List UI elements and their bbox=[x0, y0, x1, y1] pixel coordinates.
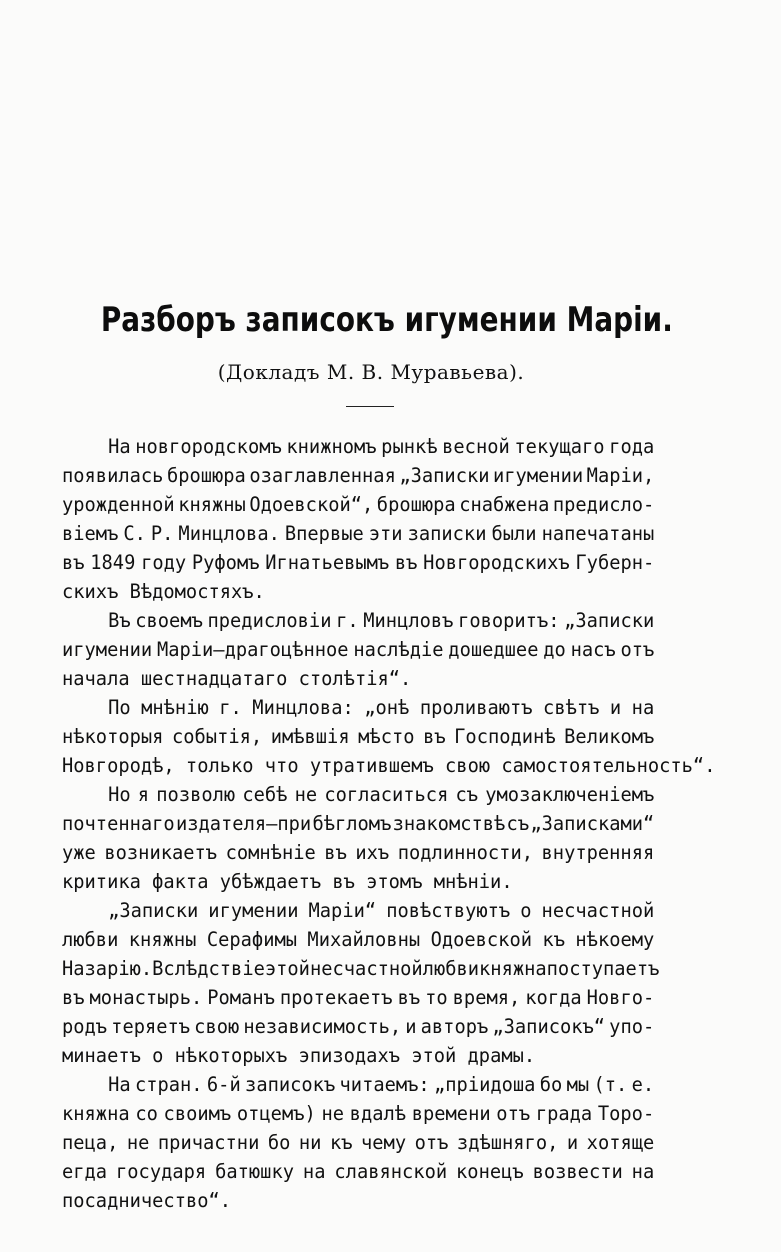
text-line: скихъ Вѣдомостяхъ. bbox=[62, 580, 265, 603]
text-line: критика факта убѣждаетъ въ этомъ мнѣнiи. bbox=[62, 870, 513, 893]
text-line: пеца, не причастни бо ни къ чему отъ здѣшняго, и хотяще bbox=[62, 1131, 655, 1154]
text-line: вiемъ С. Р. Минцлова. Впервые эти записки были напечатаны bbox=[62, 522, 655, 545]
text-line: посадничество“. bbox=[62, 1189, 232, 1212]
text-line: урожденной княжны Одоевской“, брошюра снабжена предисло- bbox=[62, 493, 655, 516]
text-line: Назарiю. Вслѣдствiе этой несчастной любви княжна поступаетъ bbox=[62, 957, 660, 980]
text-line: Но я позволю себѣ не согласиться съ умозаключенiемъ bbox=[108, 783, 655, 806]
text-line: начала шестнадцатаго столѣтiя“. bbox=[62, 667, 412, 690]
text-line: По мнѣнiю г. Минцлова: „онѣ проливаютъ свѣтъ и на bbox=[108, 696, 655, 719]
text-line: появилась брошюра озаглавленная „Записки игумении Марiи, bbox=[62, 464, 655, 487]
text-line: „Записки игумении Марiи“ повѣствуютъ о несчастной bbox=[108, 899, 655, 922]
document-title: Разборъ записокъ игумении Марiи. bbox=[100, 300, 673, 340]
text-line: любви княжны Серафимы Михайловны Одоевской къ нѣкоему bbox=[62, 928, 655, 951]
document-body bbox=[62, 432, 716, 1215]
paragraph bbox=[62, 693, 716, 780]
text-line: родъ теряетъ свою независимость, и авторъ „Записокъ“ упо- bbox=[62, 1015, 655, 1038]
text-line: На новгородскомъ книжномъ рынкѣ весной текущаго года bbox=[108, 435, 655, 458]
text-line: почтеннаго издателя—при бѣгломъ знакомствѣ съ „Записками“ bbox=[62, 812, 655, 835]
paragraph bbox=[62, 896, 679, 1070]
text-line: княжна со своимъ отцемъ) не вдалѣ времени отъ града Торо- bbox=[62, 1102, 655, 1125]
paragraph bbox=[62, 780, 679, 896]
text-line: егда государя батюшку на славянской конецъ возвести на bbox=[62, 1160, 655, 1183]
text-line: игумении Марiи—драгоцѣнное наслѣдiе дошедшее до насъ отъ bbox=[62, 638, 655, 661]
text-line: На стран. 6-й записокъ читаемъ: „прiидоша бо мы (т. е. bbox=[108, 1073, 655, 1096]
text-line: уже возникаетъ сомнѣнiе въ ихъ подлинности, внутренняя bbox=[62, 841, 655, 864]
text-line: въ 1849 году Руфомъ Игнатьевымъ въ Новгородскихъ Губерн- bbox=[62, 551, 655, 574]
title-divider bbox=[346, 406, 394, 407]
document-subtitle: (Докладъ М. В. Муравьева). bbox=[217, 360, 525, 384]
paragraph bbox=[62, 606, 679, 693]
paragraph bbox=[62, 1070, 679, 1215]
text-line: Новгородѣ, только что утратившемъ свою самостоятельность“. bbox=[62, 754, 716, 777]
text-line: минаетъ о нѣкоторыхъ эпизодахъ этой драмы. bbox=[62, 1044, 536, 1067]
text-line: Въ своемъ предисловiи г. Минцловъ говоритъ: „Записки bbox=[108, 609, 655, 632]
paragraph bbox=[62, 432, 679, 606]
text-line: нѣкоторыя событiя, имѣвшiя мѣсто въ Господинѣ Великомъ bbox=[62, 725, 655, 748]
text-line: въ монастырь. Романъ протекаетъ въ то время, когда Новго- bbox=[62, 986, 655, 1009]
